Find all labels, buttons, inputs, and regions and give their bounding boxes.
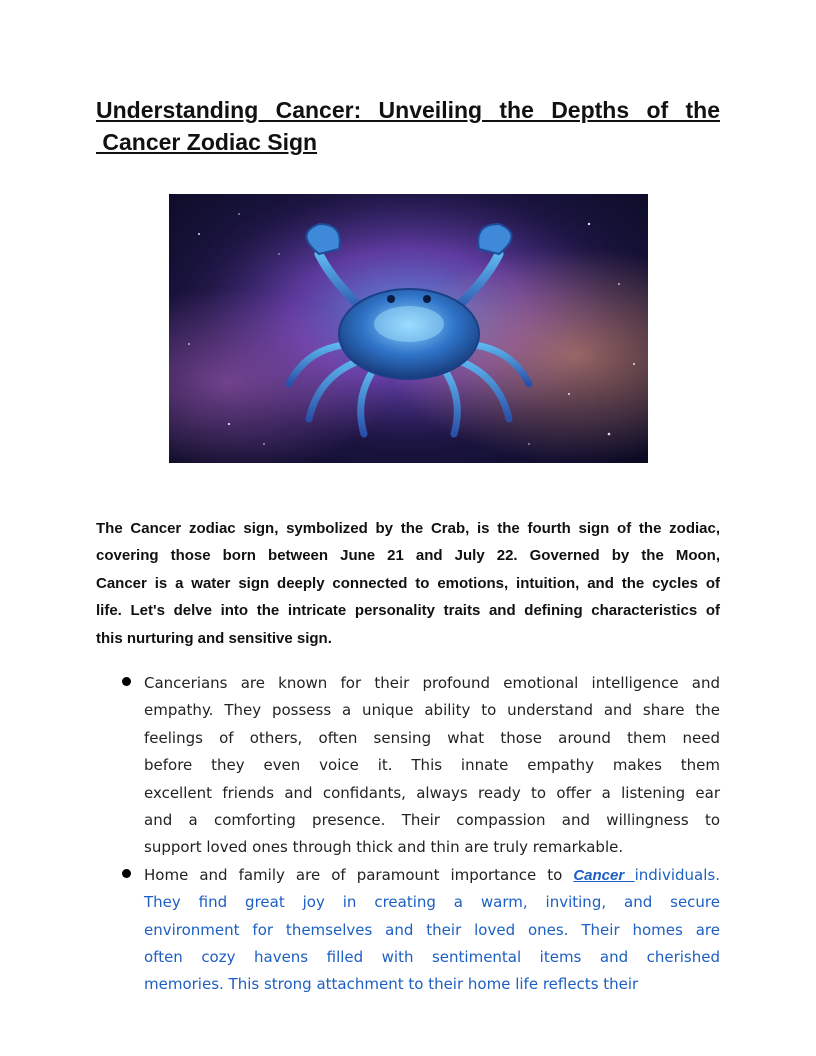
- bullet-line: memories. This strong attachment to their home life reflects their: [144, 975, 639, 994]
- intro-paragraph: [96, 515, 720, 652]
- intro-line: Cancer is a water sign deeply connected to emotions, intuition, and the cycles of: [96, 574, 720, 592]
- crab-illustration: [169, 194, 648, 463]
- bullet-dot-icon: [122, 869, 131, 878]
- intro-line: covering those born between June 21 and July 22. Governed by the Moon,: [96, 547, 720, 565]
- document-title: [96, 94, 720, 158]
- intro-line: life. Let's delve into the intricate personality traits and defining characteristics of: [96, 602, 720, 620]
- traits-list: [96, 670, 720, 999]
- bullet-dot-icon: [122, 677, 131, 686]
- bullet-line: empathy. They possess a unique ability to understand and share the: [144, 701, 720, 720]
- bullet-prefix: Home and family are of paramount importance to: [144, 865, 574, 884]
- intro-line: this nurturing and sensitive sign.: [96, 629, 332, 647]
- bullet-suffix: individuals.: [634, 865, 720, 884]
- title-line-2: Cancer Zodiac Sign: [96, 129, 318, 155]
- list-item: [96, 670, 720, 862]
- bullet-line: They find great joy in creating a warm, inviting, and secure: [144, 893, 720, 912]
- bullet-line: Cancerians are known for their profound emotional intelligence and: [144, 674, 720, 692]
- bullet-text: [144, 670, 720, 862]
- bullet-line: before they even voice it. This innate empathy makes them: [144, 756, 720, 775]
- cancer-crab-image: [169, 194, 648, 463]
- bullet-line: excellent friends and confidants, always ready to offer a listening ear: [144, 783, 720, 802]
- list-item: [96, 862, 720, 999]
- bullet-line: support loved ones through thick and thin are truly remarkable.: [144, 838, 624, 857]
- bullet-line: [144, 862, 720, 889]
- intro-line: The Cancer zodiac sign, symbolized by the Crab, is the fourth sign of the zodiac,: [96, 520, 720, 537]
- bullet-line: and a comforting presence. Their compassion and willingness to: [144, 811, 720, 830]
- cancer-link[interactable]: Cancer: [573, 866, 635, 884]
- bullet-line: environment for themselves and their loved ones. Their homes are: [144, 920, 720, 939]
- bullet-line: feelings of others, often sensing what those around them need: [144, 728, 720, 747]
- title-line-1: Understanding Cancer: Unveiling the Depths of the: [96, 97, 720, 123]
- bullet-line: often cozy havens filled with sentimental items and cherished: [144, 948, 720, 967]
- bullet-text: [144, 862, 720, 999]
